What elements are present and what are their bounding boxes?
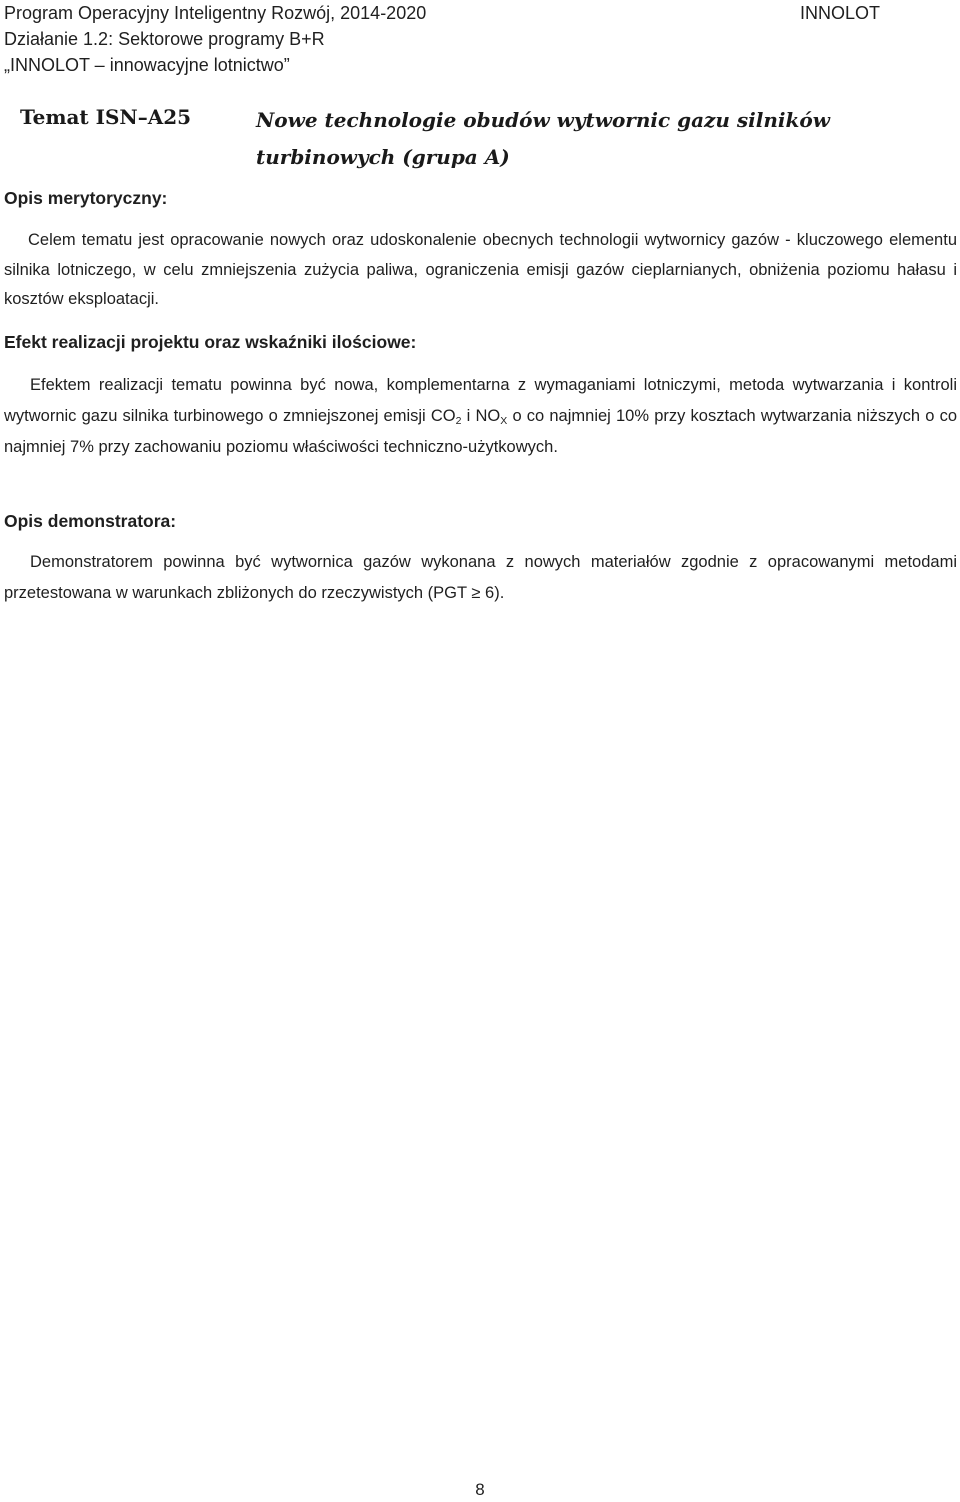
description-text: Celem tematu jest opracowanie nowych oraz udoskonalenie obecnych technologii wytwornicy gazów - kluczowego elementu silnika lotniczego, w celu zmniejszenia zużycia paliwa, ograniczenia emisji gazów cieplarnianych, obniżenia poziomu hałasu i kosztów eksploatacji. (4, 231, 957, 308)
topic-label: Temat ISN–A25 (20, 105, 192, 129)
effect-text-part3: o co najmniej 10% przy kosztach wytwarzania niższych o co najmniej 7% przy zachowaniu poziomu właściwości techniczno-użytkowych. (4, 407, 958, 456)
page-header (4, 0, 956, 78)
action-name: Działanie 1.2: Sektorowe programy B+R (4, 29, 325, 49)
effect-text (4, 370, 957, 463)
demonstrator-heading: Opis demonstratora: (4, 511, 177, 531)
description-heading: Opis merytoryczny: (4, 188, 168, 208)
program-code: INNOLOT (799, 3, 880, 23)
co2-subscript: 2 (455, 415, 462, 427)
demonstrator-text: Demonstratorem powinna być wytwornica gazów wykonana z nowych materiałów zgodnie z opracowanymi metodami przetestowana w warunkach zbliżonych do rzeczywistych (PGT ≥ 6). (4, 553, 957, 602)
effect-text-part1: Efektem realizacji tematu powinna być nowa, komplementarna z wymaganiami lotniczymi, metoda wytwarzania i kontroli wytwornic gazu silnika turbinowego o zmniejszonej emisji CO (4, 376, 957, 425)
effect-heading: Efekt realizacji projektu oraz wskaźniki ilościowe: (4, 332, 417, 352)
program-subtitle: „INNOLOT – innowacyjne lotnictwo” (4, 55, 290, 75)
page-number: 8 (475, 1480, 485, 1499)
topic-title: Nowe technologie obudów wytwornic gazu silników turbinowych (grupa A) (256, 108, 830, 169)
effect-text-part2: i NO (461, 407, 501, 425)
program-name: Program Operacyjny Inteligentny Rozwój, 2014-2020 (4, 3, 427, 23)
header-top-row (4, 0, 956, 26)
nox-subscript: X (500, 415, 508, 427)
